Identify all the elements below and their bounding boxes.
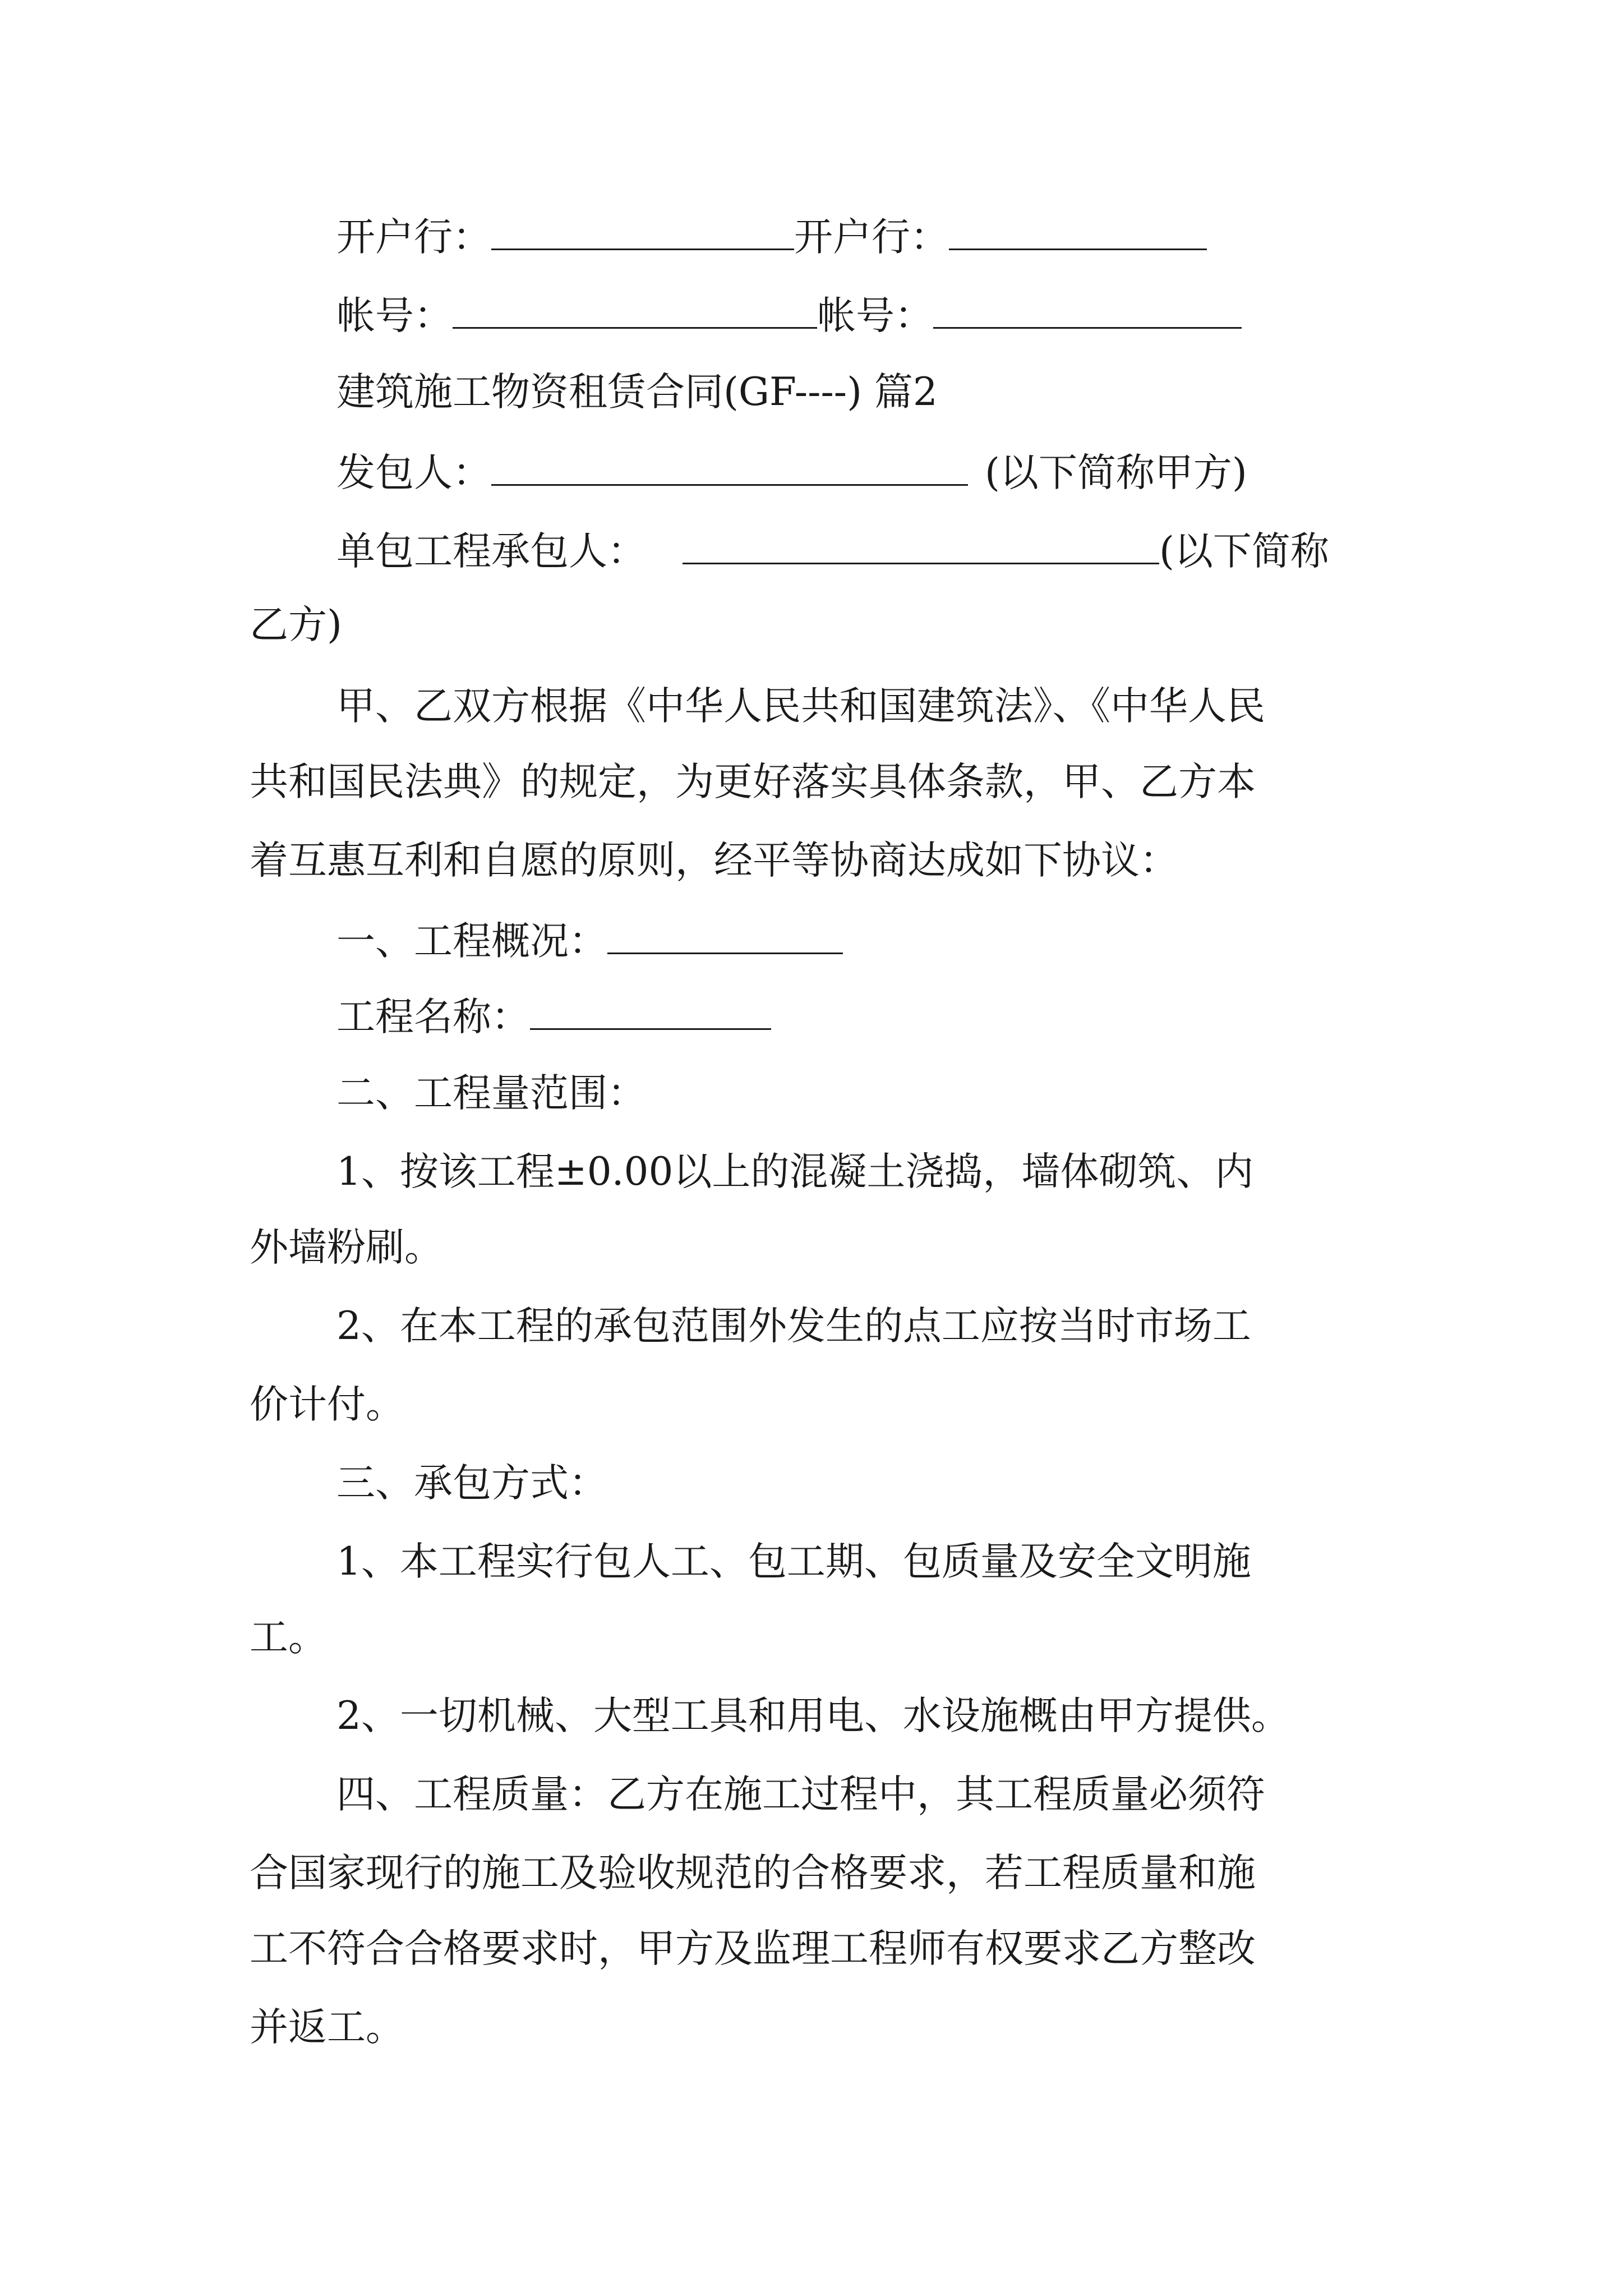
scope-heading: 二、工程量范围： — [336, 1071, 646, 1116]
preamble-line-2: 共和国民法典》的规定，为更好落实具体条款，甲、乙方本 — [250, 760, 1256, 804]
account-blank-right — [933, 295, 1242, 329]
subcontractor-suffix-cont: 乙方) — [250, 602, 342, 647]
quality-line-2: 合国家现行的施工及验收规范的合格要求，若工程质量和施 — [250, 1851, 1256, 1895]
account-blank-left — [453, 295, 817, 329]
quality-line-1: 四、工程质量：乙方在施工过程中，其工程质量必须符 — [336, 1772, 1265, 1817]
preamble-line-3: 着互惠互利和自愿的原则，经平等协商达成如下协议： — [250, 838, 1178, 883]
method-item2: 2、一切机械、大型工具和用电、水设施概由甲方提供。 — [336, 1694, 1290, 1738]
subcontractor-suffix: (以下简称 — [1159, 529, 1329, 574]
bank-blank-left — [491, 216, 794, 250]
method-heading: 三、承包方式： — [336, 1461, 607, 1506]
quality-line-3: 工不符合合格要求时，甲方及监理工程师有权要求乙方整改 — [250, 1926, 1256, 1971]
bank-blank-right — [949, 216, 1207, 250]
quality-line-4: 并返工。 — [250, 2005, 404, 2050]
project-name-blank — [530, 996, 771, 1030]
contractor-label: 发包人： — [336, 450, 491, 495]
contractor-row — [336, 452, 1247, 493]
method-item1-line-2: 工。 — [250, 1615, 327, 1660]
project-name-row — [336, 996, 771, 1037]
scope-item1-line-1: 1、按该工程±0.00以上的混凝土浇捣，墙体砌筑、内 — [336, 1149, 1254, 1194]
account-label-right: 帐号： — [817, 293, 933, 338]
method-item1-line-1: 1、本工程实行包人工、包工期、包质量及安全文明施 — [336, 1539, 1251, 1584]
preamble-line-1: 甲、乙双方根据《中华人民共和国建筑法》、《中华人民 — [336, 684, 1265, 729]
project-name-label: 工程名称： — [336, 995, 530, 1039]
bank-label-left: 开户行： — [336, 215, 491, 260]
subcontractor-label: 单包工程承包人： — [336, 529, 646, 574]
account-row — [336, 293, 1242, 338]
overview-label: 一、工程概况： — [336, 919, 607, 964]
scope-item2-line-1: 2、在本工程的承包范围外发生的点工应按当时市场工 — [336, 1304, 1251, 1349]
section-heading: 建筑施工物资租赁合同(GF----) 篇2 — [336, 370, 938, 415]
subcontractor-row — [336, 529, 1329, 574]
subcontractor-blank — [683, 530, 1159, 564]
contractor-blank — [491, 452, 968, 486]
contractor-suffix: (以下简称甲方) — [985, 450, 1247, 495]
scope-item1-line-2: 外墙粉刷。 — [250, 1225, 443, 1270]
bank-row — [336, 215, 1207, 260]
overview-row — [336, 919, 843, 964]
overview-blank — [607, 920, 843, 954]
account-label-left: 帐号： — [336, 293, 453, 338]
scope-item2-line-2: 价计付。 — [250, 1382, 404, 1427]
bank-label-right: 开户行： — [794, 215, 949, 260]
